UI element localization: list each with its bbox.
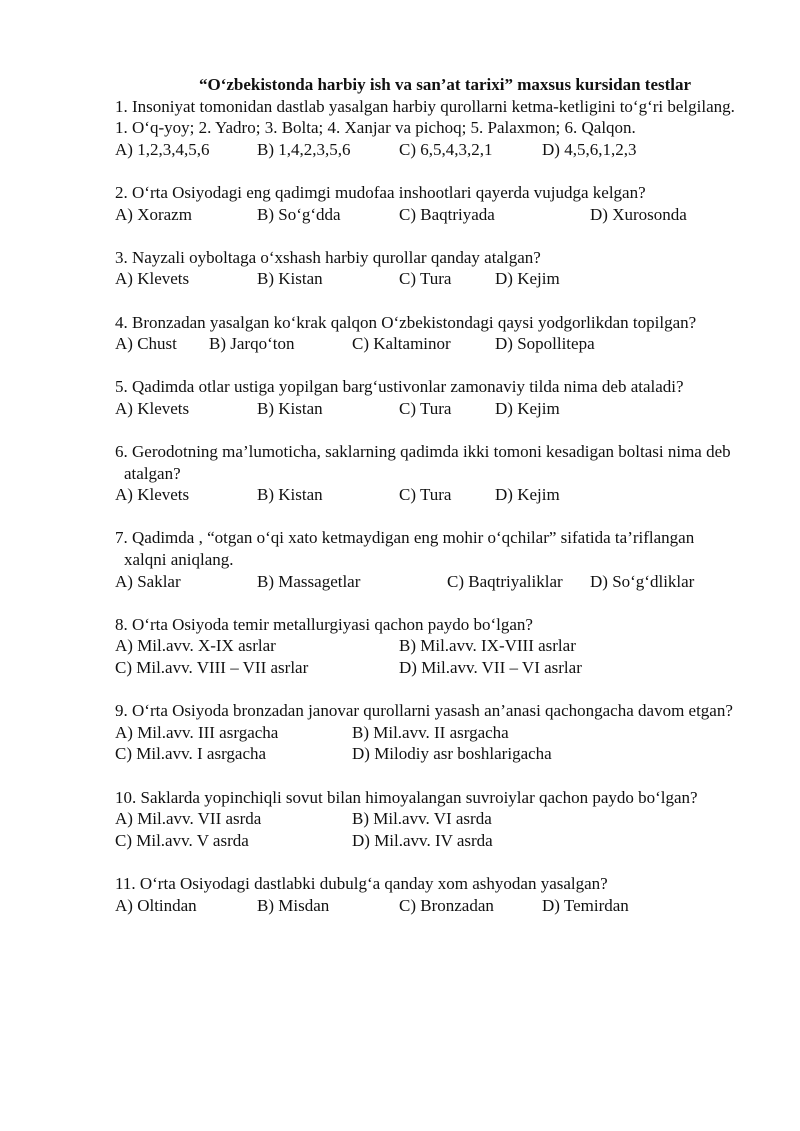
option-b: B) Kistan xyxy=(257,398,323,418)
options-row xyxy=(115,204,735,226)
option-a: A) Klevets xyxy=(115,269,190,289)
option-a: A) 1,2,3,4,5,6 xyxy=(115,139,210,159)
question-text: 9. O‘rta Osiyoda bronzadan janovar qurollarni yasash an’anasi qachongacha davom etgan? xyxy=(115,701,733,721)
option-d: D) Xurosonda xyxy=(590,204,687,224)
option-c: C) Mil.avv. I asrgacha xyxy=(115,744,267,764)
option-d: D) Milodiy asr boshlarigacha xyxy=(352,744,552,764)
option-a: A) Oltindan xyxy=(115,895,197,915)
question-7 xyxy=(115,527,735,592)
option-c: C) Bronzadan xyxy=(399,895,494,915)
question-text: 11. O‘rta Osiyodagi dastlabki dubulg‘a qanday xom ashyodan yasalgan? xyxy=(115,873,608,893)
question-text: 5. Qadimda otlar ustiga yopilgan barg‘ustivonlar zamonaviy tilda nima deb ataladi? xyxy=(115,377,684,397)
question-text: 8. O‘rta Osiyoda temir metallurgiyasi qachon paydo bo‘lgan? xyxy=(115,614,533,634)
question-text: 1. Insoniyat tomonidan dastlab yasalgan harbiy qurollarni ketma-ketligini to‘g‘ri belgilang. xyxy=(115,96,735,116)
option-a: A) Mil.avv. VII asrda xyxy=(115,809,262,829)
option-d: D) Temirdan xyxy=(542,895,629,915)
options-row xyxy=(115,139,735,161)
options-row xyxy=(115,571,735,593)
options-row xyxy=(115,268,735,290)
option-b: B) Mil.avv. IX-VIII asrlar xyxy=(399,636,576,656)
question-5 xyxy=(115,376,735,419)
option-a: A) Chust xyxy=(115,334,177,354)
option-d: D) Kejim xyxy=(495,485,560,505)
option-d: D) 4,5,6,1,2,3 xyxy=(542,139,637,159)
option-b: B) So‘g‘dda xyxy=(257,204,341,224)
option-b: B) 1,4,2,3,5,6 xyxy=(257,139,351,159)
options-row xyxy=(115,484,735,506)
option-d: D) Mil.avv. IV asrda xyxy=(352,830,493,850)
option-c: C) Tura xyxy=(399,398,452,418)
option-d: D) So‘g‘dliklar xyxy=(590,571,695,591)
question-extra: 1. O‘q-yoy; 2. Yadro; 3. Bolta; 4. Xanjar va pichoq; 5. Palaxmon; 6. Qalqon. xyxy=(115,118,636,138)
question-text: 10. Saklarda yopinchiqli sovut bilan himoyalangan suvroiylar qachon paydo bo‘lgan? xyxy=(115,787,698,807)
question-text: 6. Gerodotning ma’lumoticha, saklarning qadimda ikki tomoni kesadigan boltasi nima deb atalgan? xyxy=(115,442,731,483)
option-c: C) Baqtriyada xyxy=(399,204,495,224)
option-c: C) Kaltaminor xyxy=(352,334,451,354)
option-b: B) Massagetlar xyxy=(257,571,361,591)
question-9 xyxy=(115,700,735,765)
option-c: C) Tura xyxy=(399,485,452,505)
question-6 xyxy=(115,441,735,506)
question-4 xyxy=(115,312,735,355)
question-text: 2. O‘rta Osiyodagi eng qadimgi mudofaa inshootlari qayerda vujudga kelgan? xyxy=(115,182,646,202)
option-d: D) Kejim xyxy=(495,398,560,418)
question-2 xyxy=(115,182,735,225)
option-b: B) Mil.avv. II asrgacha xyxy=(352,722,509,742)
option-b: B) Kistan xyxy=(257,485,323,505)
options-row xyxy=(115,635,735,657)
option-b: B) Jarqo‘ton xyxy=(209,334,295,354)
question-text: 7. Qadimda , “otgan o‘qi xato ketmaydigan eng mohir o‘qchilar” sifatida ta’riflangan xalqni aniqlang. xyxy=(115,528,695,570)
option-d: D) Mil.avv. VII – VI asrlar xyxy=(399,658,582,678)
options-row xyxy=(115,743,735,765)
question-text: 3. Nayzali oyboltaga o‘xshash harbiy qurollar qanday atalgan? xyxy=(115,247,541,267)
options-row xyxy=(115,808,735,830)
option-b: B) Mil.avv. VI asrda xyxy=(352,809,492,829)
option-b: B) Kistan xyxy=(257,269,323,289)
options-row xyxy=(115,333,735,355)
option-c: C) 6,5,4,3,2,1 xyxy=(399,139,493,159)
option-a: A) Xorazm xyxy=(115,204,192,224)
test-document xyxy=(115,74,735,938)
option-a: A) Mil.avv. X-IX asrlar xyxy=(115,636,276,656)
option-a: A) Mil.avv. III asrgacha xyxy=(115,722,279,742)
question-text: 4. Bronzadan yasalgan ko‘krak qalqon O‘zbekistondagi qaysi yodgorlikdan topilgan? xyxy=(115,312,697,332)
options-row xyxy=(115,895,735,917)
options-row xyxy=(115,398,735,420)
option-c: C) Baqtriyaliklar xyxy=(447,571,563,591)
question-10 xyxy=(115,787,735,852)
option-d: D) Kejim xyxy=(495,269,560,289)
option-a: A) Saklar xyxy=(115,571,181,591)
question-11 xyxy=(115,873,735,916)
option-c: C) Mil.avv. V asrda xyxy=(115,830,249,850)
option-c: C) Mil.avv. VIII – VII asrlar xyxy=(115,658,309,678)
option-a: A) Klevets xyxy=(115,398,190,418)
option-c: C) Tura xyxy=(399,269,452,289)
question-1 xyxy=(115,96,735,161)
option-b: B) Misdan xyxy=(257,895,330,915)
option-d: D) Sopollitepa xyxy=(495,334,595,354)
option-a: A) Klevets xyxy=(115,485,190,505)
question-8 xyxy=(115,614,735,679)
document-title: “O‘zbekistonda harbiy ish va san’at tarixi” maxsus kursidan testlar xyxy=(198,75,692,94)
options-row xyxy=(115,722,735,744)
options-row xyxy=(115,830,735,852)
options-row xyxy=(115,657,735,679)
question-3 xyxy=(115,247,735,290)
